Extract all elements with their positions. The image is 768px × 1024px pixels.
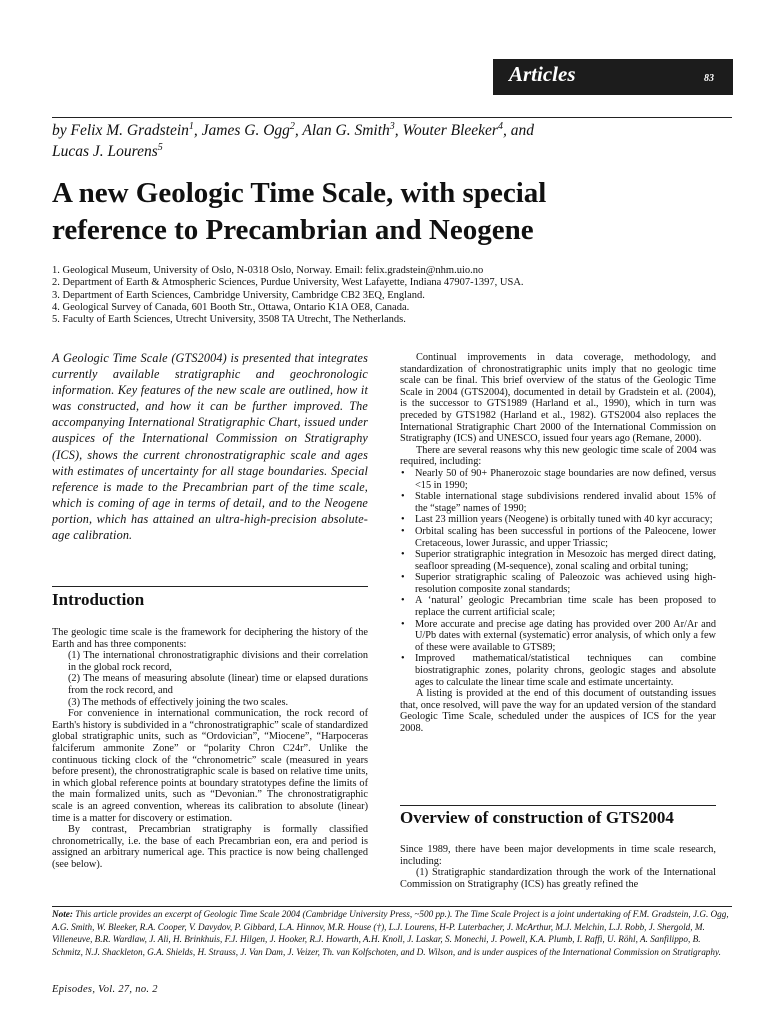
affiliation: 5. Faculty of Earth Sciences, Utrecht University, 3508 TA Utrecht, The Netherlands. [52, 314, 406, 326]
footnote [52, 908, 732, 958]
affiliation: 3. Department of Earth Sciences, Cambridge University, Cambridge CB2 3EQ, England. [52, 289, 425, 301]
paragraph: Continual improvements in data coverage, methodology, and standardization of chronostratigraphic units imply that no geologic time scale can be final. This brief overview of the status of the Geologic Time Scale in 2004 (GTS2004), documented in detail by Gradstein et al. (2004), is the successor to GTS1989 (Harland et al., 1990), which in turn was preceded by GTS1982 (Harland et al., 1982). GTS2004 also replaces the International Stratigraphic Chart 2000 of the International Commission on Stratigraphy (ICS) and UNESCO, issued four years ago (Remane, 2000). [400, 352, 716, 445]
bullet-icon: • [401, 491, 405, 503]
paragraph: There are several reasons why this new geologic time scale of 2004 was required, including: [400, 444, 716, 468]
author-affil-mark: 5 [157, 141, 163, 153]
overview-body [400, 844, 716, 890]
list-item [400, 526, 716, 549]
bullet-icon: • [401, 525, 405, 537]
list-item: (1) The international chronostratigraphic divisions and their correlation in the global rock record, [68, 650, 368, 673]
author-affil-mark: 3 [389, 120, 395, 132]
abstract: A Geologic Time Scale (GTS2004) is presented that integrates currently available stratigraphic and geochronologic information. Key features of the new scale are outlined, how it was constructed, and how it can be further improved. The accompanying International Stratigraphic Chart, issued under auspices of the International Commission on Stratigraphy (ICS), shows the current chronostratigraphic scale and ages with estimates of uncertainty for all stage boundaries. Special reference is made to the Precambrian part of the time scale, which is coming of age in terms of detail, and to the Neogene portion, which has attained an ultra-high-precision absolute-age calibration. [52, 351, 368, 543]
list-item [400, 572, 716, 595]
author-line [52, 120, 732, 162]
section-header-box [493, 59, 733, 95]
author-separator: , [294, 122, 303, 139]
right-column-body [400, 352, 716, 735]
list-item [400, 653, 716, 688]
header-rule [52, 117, 732, 118]
affiliations [52, 265, 732, 326]
bullet-icon: • [401, 653, 405, 665]
list-item [400, 595, 716, 618]
paragraph: For convenience in international communication, the rock record of Earth's history is subdivided in a “chronostratigraphic” scale of standardized global stratigraphic units, such as “Ordovician”, “Miocene”, “Harpoceras falciferum ammonite Zone” or “polarity Chron C24r”. Unlike the continuous ticking clock of the “chronometric” scale (measured in years before present), the chronostratigraphic scale is based on relative time units, in which global reference points at boundary stratotypes define the limits of the main formalized units, such as “Devonian.” The chronostratigraphic scale is an agreed convention, whereas its calibration to absolute (linear) time is a matter for discovery or estimation. [52, 708, 368, 824]
list-item-text: Nearly 50 of 90+ Phanerozoic stage boundaries are now defined, versus <15 in 1990; [415, 467, 716, 491]
list-item-text: More accurate and precise age dating has provided over 200 Ar/Ar and U/Pb dates with external (systematic) error analysis, of which only a few of these were available to GTS89; [415, 618, 716, 653]
list-item [400, 468, 716, 491]
author-name: James G. Ogg [201, 122, 290, 139]
list-item [400, 491, 716, 514]
list-item-text: Superior stratigraphic integration in Mesozoic has merged direct dating, seafloor spreading (M-sequence), zonal scaling and orbital tuning; [415, 549, 716, 572]
page-number: 83 [704, 73, 714, 84]
bullet-icon: • [401, 514, 405, 526]
author-affil-mark: 4 [497, 120, 503, 132]
introduction-heading: Introduction [52, 590, 145, 609]
list-item-text: Last 23 million years (Neogene) is orbitally tuned with 40 kyr accuracy; [415, 514, 713, 526]
bullet-icon: • [401, 618, 405, 630]
affiliation: 4. Geological Survey of Canada, 601 Booth Str., Ottawa, Ontario K1A OE8, Canada. [52, 301, 410, 313]
journal-footer: Episodes, Vol. 27, no. 2 [52, 984, 158, 995]
list-item [400, 514, 716, 526]
list-item-text: Improved mathematical/statistical techniques can combine biostratigraphic zones, polarity chrons, geologic stages and absolute ages to calculate the linear time scale and estimate uncertainty. [415, 653, 716, 688]
list-item [400, 619, 716, 654]
bullet-icon: • [401, 467, 405, 479]
affiliation: 1. Geological Museum, University of Oslo, N-0318 Oslo, Norway. Email: felix.gradstein@nhm.uio.no [52, 265, 484, 276]
overview-rule [400, 805, 716, 806]
list-item: (3) The methods of effectively joining the two scales. [68, 696, 289, 708]
list-item-text: Orbital scaling has been successful in portions of the Paleocene, lower Cretaceous, lower Jurassic, and upper Triassic; [415, 525, 716, 549]
note-rule [52, 906, 732, 907]
bullet-icon: • [401, 549, 405, 561]
bullet-icon: • [401, 595, 405, 607]
author-name: Wouter Bleeker [402, 122, 498, 139]
overview-heading: Overview of construction of GTS2004 [400, 808, 674, 827]
affiliation: 2. Department of Earth & Atmospheric Sciences, Purdue University, West Lafayette, Indiana 47907-1397, USA. [52, 277, 524, 289]
author-separator: , [193, 122, 202, 139]
author-affil-mark: 2 [289, 120, 295, 132]
reasons-list [400, 468, 716, 688]
list-item-text: Stable international stage subdivisions rendered invalid about 15% of the “stage” names of 1990; [415, 491, 716, 514]
authors-prefix: by [52, 122, 71, 139]
author-separator: , [394, 122, 403, 139]
section-label: Articles [509, 62, 576, 86]
list-item [400, 549, 716, 572]
paragraph: (1) Stratigraphic standardization through the work of the International Commission on Stratigraphy (ICS) has greatly refined the [400, 867, 716, 890]
intro-rule [52, 586, 368, 587]
author-name: Lucas J. Lourens [52, 143, 158, 160]
title-line: reference to Precambrian and Neogene [52, 214, 534, 246]
paragraph: A listing is provided at the end of this document of outstanding issues that, once resolved, will pave the way for an updated version of the standard Geologic Time Scale, scheduled under the auspices of ICS for the year 2008. [400, 688, 716, 734]
bullet-icon: • [401, 572, 405, 584]
introduction-body [52, 627, 368, 870]
article-title [52, 175, 732, 249]
title-line: A new Geologic Time Scale, with special [52, 177, 547, 209]
paragraph: The geologic time scale is the framework for deciphering the history of the Earth and has three components: [52, 627, 368, 650]
list-item: (2) The means of measuring absolute (linear) time or elapsed durations from the rock record, and [68, 673, 368, 696]
note-text: This article provides an excerpt of Geologic Time Scale 2004 (Cambridge University Press, ~500 pp.). The Time Scale Project is a joint undertaking of F.M. Gradstein, J.G. Ogg, A.G. Smith, W. Bleeker, R.A. Cooper, V. Davydov, P. Gibbard, L.A. Hinnov, M.R. House (†), L.J. Lourens, H-P. Luterbacher, J. McArthur, M.J. Melchin, L.J. Robb, J. Shergold, M. Villeneuve, B.R. Wardlaw, J. Ali, H. Brinkhuis, F.J. Hilgen, J. Hooker, R.J. Howarth, A.H. Knoll, J. Laskar, S. Monechi, J. Powell, K.A. Plumb, I. Raffi, U. Röhl, A. Sanfilippo, B. Schmitz, N.J. Shackleton, G.A. Shields, H. Strauss, J. Van Dam, J. Veizer, Th. van Kolfschoten, and D. Wilson, and is under auspices of the International Commission on Stratigraphy. [52, 909, 729, 957]
note-label: Note: [52, 909, 73, 919]
list-item-text: A ‘natural’ geologic Precambrian time scale has been proposed to replace the current artificial scale; [415, 595, 716, 619]
list-item-text: Superior stratigraphic scaling of Paleozoic was achieved using high-resolution composite zonal standards; [415, 572, 716, 595]
paragraph: Since 1989, there have been major developments in time scale research, including: [400, 844, 716, 867]
paragraph: By contrast, Precambrian stratigraphy is formally classified chronometrically, i.e. the base of each Precambrian eon, era and period is assigned an arbitrary numerical age. This practice is now being challenged (see below). [52, 824, 368, 870]
author-separator: , and [502, 122, 534, 139]
author-name: Felix M. Gradstein [70, 122, 189, 139]
author-affil-mark: 1 [188, 120, 194, 132]
author-name: Alan G. Smith [302, 122, 390, 139]
